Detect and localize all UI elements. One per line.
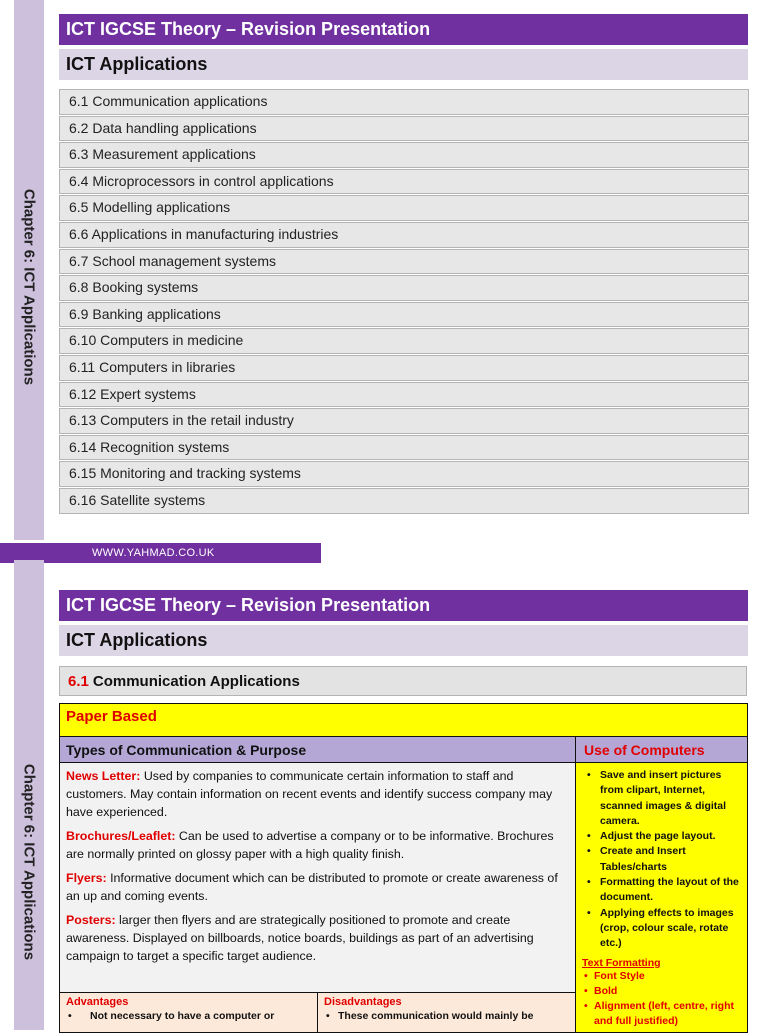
use-item: • Create and Insert Tables/charts [600, 844, 742, 875]
section-heading [59, 666, 747, 696]
use-of-computers-body [576, 762, 748, 1033]
toc-item: 6.11 Computers in libraries [59, 355, 749, 381]
entry-text: Used by companies to communicate certain information to staff and customers. May contain information on recent events and identify success company may have experienced. [66, 769, 553, 819]
toc-item: 6.9 Banking applications [59, 302, 749, 328]
use-item: • Formatting the layout of the document. [600, 875, 742, 906]
use-list [582, 768, 742, 952]
toc-item: 6.16 Satellite systems [59, 488, 749, 514]
toc-item: 6.4 Microprocessors in control applications [59, 169, 749, 195]
advantages-title: Advantages [66, 996, 129, 1008]
toc-item: 6.15 Monitoring and tracking systems [59, 461, 749, 487]
use-item: • Applying effects to images (crop, colour scale, rotate etc.) [600, 906, 742, 952]
toc-item: 6.10 Computers in medicine [59, 328, 749, 354]
use-item: • Save and insert pictures from clipart, Internet, scanned images & digital camera. [600, 768, 742, 829]
section-number: 6.1 [68, 673, 89, 690]
website-footer[interactable]: WWW.YAHMAD.CO.UK [0, 543, 321, 563]
chapter-label-text: Chapter 6: ICT Applications [20, 188, 38, 386]
entry-newsletter [66, 767, 569, 821]
chapter-label-text: Chapter 6: ICT Applications [20, 763, 38, 961]
paper-based-heading: Paper Based [66, 708, 157, 725]
toc-item: 6.1 Communication applications [59, 89, 749, 115]
entry-posters [66, 911, 569, 965]
entry-term: Flyers: [66, 871, 107, 885]
entry-text: Informative document which can be distributed to promote or create awareness of an up and coming events. [66, 871, 558, 903]
entry-brochures [66, 827, 569, 863]
paper-based-panel [59, 703, 748, 1033]
use-item: • Adjust the page layout. [600, 829, 742, 844]
entry-term: Posters: [66, 913, 116, 927]
toc-item: 6.14 Recognition systems [59, 435, 749, 461]
topic-subtitle: ICT Applications [59, 625, 748, 656]
disadvantages-box [318, 992, 576, 1033]
advantage-item: • Not necessary to have a computer or [66, 1010, 311, 1022]
contents-list [59, 89, 749, 514]
text-formatting-item: • Alignment (left, centre, right and full justified) [594, 999, 742, 1030]
text-formatting-title: Text Formatting [582, 956, 661, 969]
toc-item: 6.13 Computers in the retail industry [59, 408, 749, 434]
advantages-box [60, 992, 318, 1033]
text-formatting-list [582, 969, 742, 1030]
toc-item: 6.2 Data handling applications [59, 116, 749, 142]
toc-item: 6.6 Applications in manufacturing industries [59, 222, 749, 248]
entry-flyers [66, 869, 569, 905]
text-formatting-item: • Font Style [594, 969, 742, 984]
disadvantage-item: • These communication would mainly be [324, 1010, 569, 1022]
types-body [60, 762, 576, 992]
slide-2 [0, 560, 768, 1028]
toc-item: 6.8 Booking systems [59, 275, 749, 301]
types-header: Types of Communication & Purpose [60, 736, 576, 762]
entry-term: Brochures/Leaflet: [66, 829, 176, 843]
use-of-computers-header: Use of Computers [576, 736, 748, 762]
entry-text: larger then flyers and are strategically positioned to promote and create awareness. Displayed on billboards, notice boards, buildings as part of an advertising campaign to target a specific target audience. [66, 913, 534, 963]
toc-item: 6.12 Expert systems [59, 382, 749, 408]
toc-item: 6.5 Modelling applications [59, 195, 749, 221]
disadvantages-title: Disadvantages [324, 996, 402, 1008]
toc-item: 6.7 School management systems [59, 249, 749, 275]
presentation-title: ICT IGCSE Theory – Revision Presentation [59, 14, 748, 45]
entry-text: Can be used to advertise a company or to be informative. Brochures are normally printed on glossy paper with a high quality finish. [66, 829, 554, 861]
section-title: Communication Applications [92, 673, 300, 690]
presentation-title: ICT IGCSE Theory – Revision Presentation [59, 590, 748, 621]
entry-term: News Letter: [66, 769, 141, 783]
topic-subtitle: ICT Applications [59, 49, 748, 80]
toc-item: 6.3 Measurement applications [59, 142, 749, 168]
text-formatting-item: • Bold [594, 984, 742, 999]
